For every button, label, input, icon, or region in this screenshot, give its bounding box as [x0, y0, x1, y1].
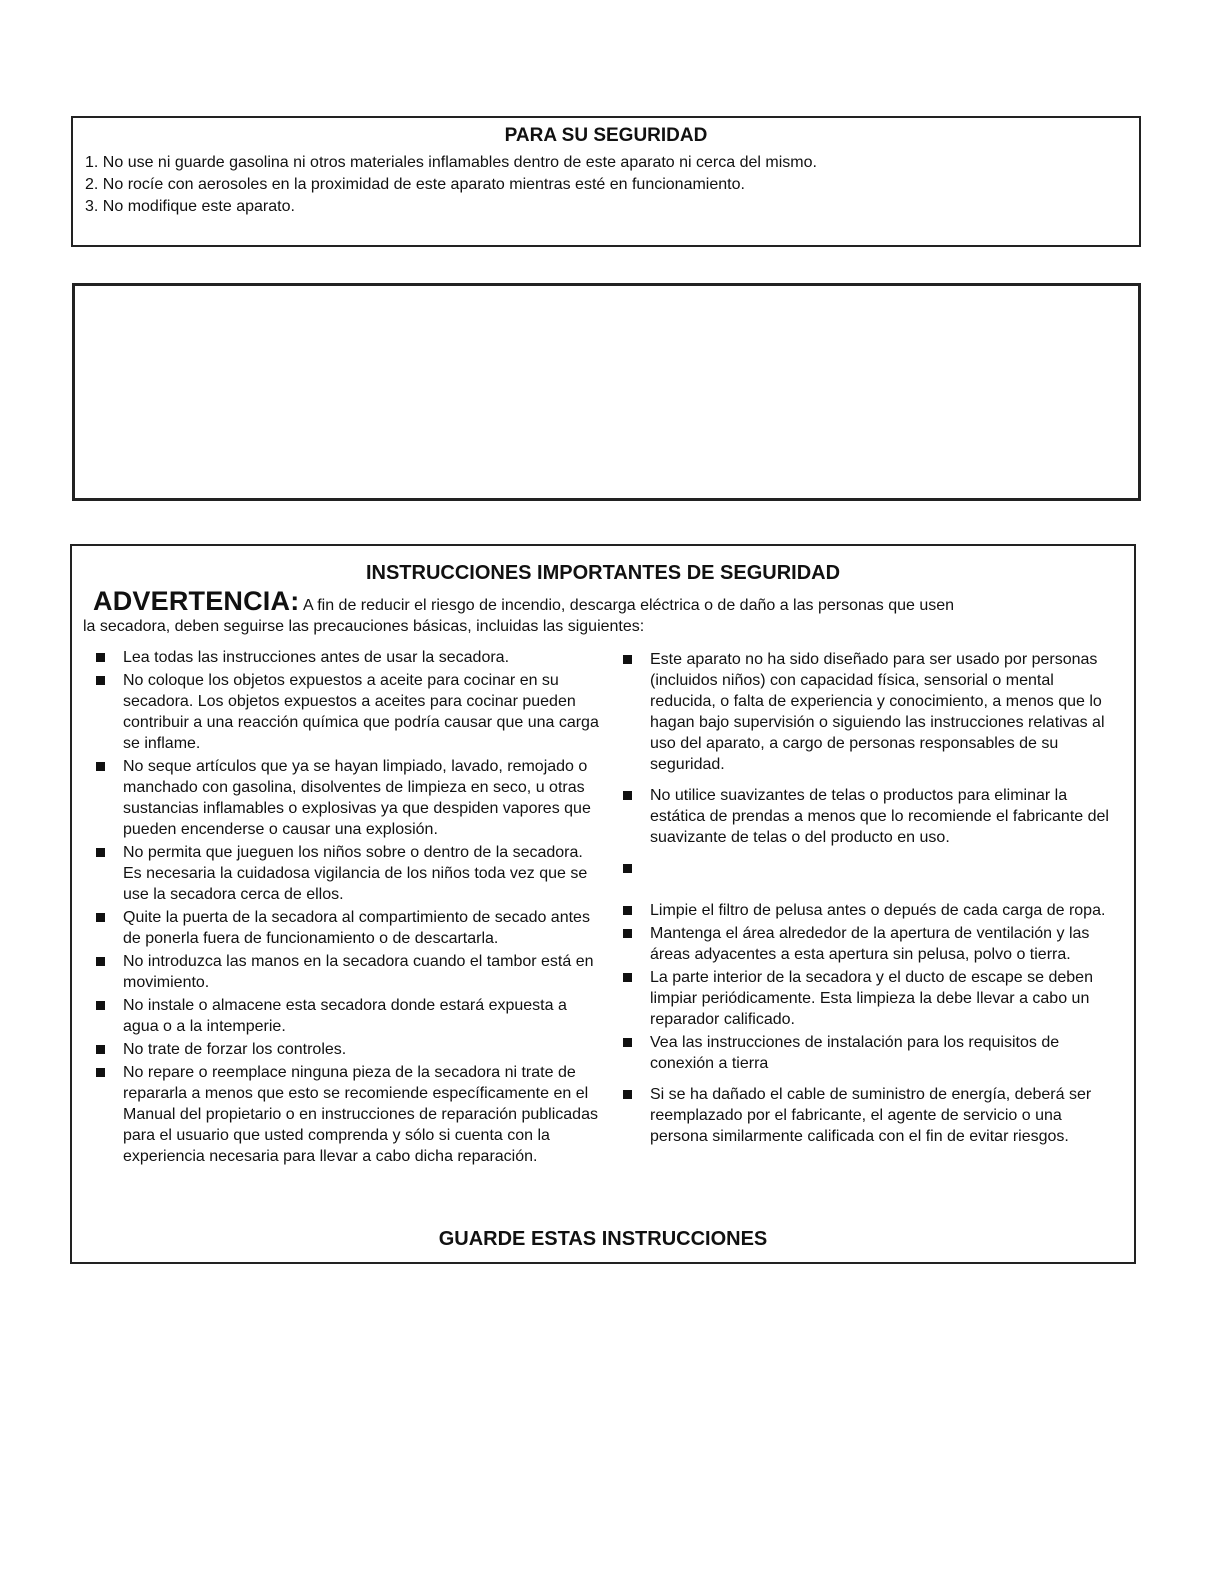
- list-item: No coloque los objetos expuestos a aceite para cocinar en su secadora. Los objetos expuestos a aceites para cocinar pueden contribuir a una reacción química que podría causar que una carga se inflame.: [96, 670, 601, 754]
- important-instructions-box: [70, 544, 1136, 1264]
- list-item: Vea las instrucciones de instalación para los requisitos de conexión a tierra: [623, 1032, 1123, 1074]
- warning-text-continued: la secadora, deben seguirse las precauciones básicas, incluidas las siguientes:: [83, 618, 645, 635]
- list-item: [623, 858, 1123, 898]
- square-bullet-icon: [623, 906, 632, 915]
- square-bullet-icon: [96, 957, 105, 966]
- important-title: INSTRUCCIONES IMPORTANTES DE SEGURIDAD: [365, 562, 841, 584]
- square-bullet-icon: [96, 913, 105, 922]
- square-bullet-icon: [623, 929, 632, 938]
- square-bullet-icon: [96, 1001, 105, 1010]
- list-item: No trate de forzar los controles.: [96, 1039, 601, 1060]
- square-bullet-icon: [623, 1038, 632, 1047]
- square-bullet-icon: [96, 676, 105, 685]
- safety-list: [85, 152, 817, 218]
- warning-text: A fin de reducir el riesgo de incendio, descarga eléctrica o de daño a las personas que usen: [302, 597, 955, 614]
- blank-warning-box: [72, 283, 1141, 501]
- safety-item: 3. No modifique este aparato.: [85, 198, 295, 215]
- list-item: Si se ha dañado el cable de suministro de energía, deberá ser reemplazado por el fabricante, el agente de servicio o una persona similarmente calificada con el fin de evitar riesgos.: [623, 1084, 1123, 1147]
- left-bullet-list: [96, 647, 601, 1169]
- safety-box-title: PARA SU SEGURIDAD: [504, 125, 708, 146]
- save-instructions-footer: GUARDE ESTAS INSTRUCCIONES: [438, 1228, 768, 1250]
- list-item: La parte interior de la secadora y el ducto de escape se deben limpiar periódicamente. Esta limpieza la debe llevar a cabo un reparador calificado.: [623, 967, 1123, 1030]
- safety-box: [71, 116, 1141, 247]
- square-bullet-icon: [623, 791, 632, 800]
- list-item: No seque artículos que ya se hayan limpiado, lavado, remojado o manchado con gasolina, disolventes de limpieza en seco, u otras sustancias inflamables o explosivas ya que despiden vapores que pueden encenderse o causar una explosión.: [96, 756, 601, 840]
- right-bullet-list: [623, 649, 1123, 1149]
- list-item: Limpie el filtro de pelusa antes o depués de cada carga de ropa.: [623, 900, 1123, 921]
- square-bullet-icon: [623, 655, 632, 664]
- list-item: No repare o reemplace ninguna pieza de la secadora ni trate de repararla a menos que esto se recomiende específicamente en el Manual del propietario o en instrucciones de reparación publicadas para el usuario que usted comprenda y sólo si cuenta con la experiencia necesaria para llevar a cabo dicha reparación.: [96, 1062, 601, 1167]
- list-item: Este aparato no ha sido diseñado para ser usado por personas (incluidos niños) con capacidad física, sensorial o mental reducida, o falta de experiencia y conocimiento, a menos que lo hagan bajo supervisión o siguiendo las instrucciones relativas al uso del aparato, a cargo de personas responsables de su seguridad.: [623, 649, 1123, 775]
- safety-item: 1. No use ni guarde gasolina ni otros materiales inflamables dentro de este aparato ni cerca del mismo.: [85, 154, 817, 171]
- square-bullet-icon: [96, 848, 105, 857]
- list-item: Quite la puerta de la secadora al compartimiento de secado antes de ponerla fuera de funcionamiento o de descartarla.: [96, 907, 601, 949]
- warning-label: ADVERTENCIA:: [93, 586, 300, 616]
- square-bullet-icon: [96, 1045, 105, 1054]
- list-item: Lea todas las instrucciones antes de usar la secadora.: [96, 647, 601, 668]
- square-bullet-icon: [96, 762, 105, 771]
- square-bullet-icon: [623, 1090, 632, 1099]
- list-item: Mantenga el área alrededor de la apertura de ventilación y las áreas adyacentes a esta apertura sin pelusa, polvo o tierra.: [623, 923, 1123, 965]
- square-bullet-icon: [623, 864, 632, 873]
- square-bullet-icon: [96, 653, 105, 662]
- square-bullet-icon: [623, 973, 632, 982]
- list-item: No utilice suavizantes de telas o productos para eliminar la estática de prendas a menos que lo recomiende el fabricante del suavizante de telas o del producto en uso.: [623, 785, 1123, 848]
- list-item: No introduzca las manos en la secadora cuando el tambor está en movimiento.: [96, 951, 601, 993]
- list-item: No instale o almacene esta secadora donde estará expuesta a agua o a la intemperie.: [96, 995, 601, 1037]
- safety-item: 2. No rocíe con aerosoles en la proximidad de este aparato mientras esté en funcionamiento.: [85, 176, 745, 193]
- list-item: No permita que jueguen los niños sobre o dentro de la secadora. Es necesaria la cuidadosa vigilancia de los niños toda vez que se use la secadora cerca de ellos.: [96, 842, 601, 905]
- square-bullet-icon: [96, 1068, 105, 1077]
- warning-paragraph: [83, 586, 1113, 637]
